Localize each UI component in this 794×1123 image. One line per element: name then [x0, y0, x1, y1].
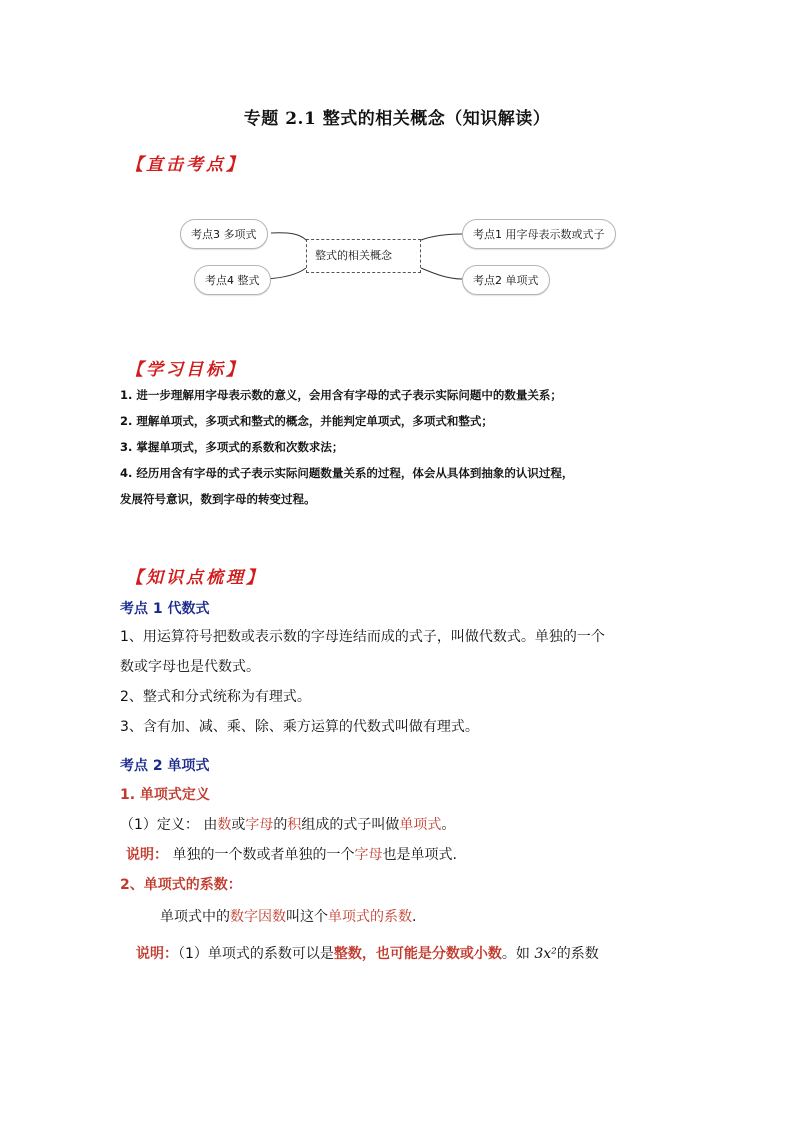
kp2-definition: （1）定义： 由数或字母的积组成的式子叫做单项式。	[120, 817, 456, 833]
knowledge-point-2	[120, 752, 700, 974]
mindmap-node-kaodian2: 考点2 单项式	[462, 265, 550, 295]
kp2-heading: 考点 2 单项式	[120, 758, 210, 774]
kp1-line: 1、用运算符号把数或表示数的字母连结而成的式子，叫做代数式。单独的一个	[120, 629, 605, 645]
knowledge-point-1	[120, 596, 700, 742]
kp2-note-1: 说明： 单独的一个数或者单独的一个字母也是单项式.	[126, 847, 457, 863]
mindmap-node-kaodian3: 考点3 多项式	[180, 219, 268, 249]
mindmap-node-kaodian4: 考点4 整式	[194, 265, 271, 295]
objective-item: 1. 进一步理解用字母表示数的意义，会用含有字母的式子表示实际问题中的数量关系；	[120, 388, 562, 402]
kp1-heading: 考点 1 代数式	[120, 601, 210, 617]
section-header-shuli: 【知识点梳理】	[126, 568, 266, 588]
mindmap-center-node: 整式的相关概念	[306, 239, 421, 273]
objective-item: 3. 掌握单项式，多项式的系数和次数求法；	[120, 440, 344, 454]
kp2-subheading-definition: 1. 单项式定义	[120, 787, 210, 803]
kp1-line: 2、整式和分式统称为有理式。	[120, 689, 311, 705]
kp1-line: 数或字母也是代数式。	[120, 659, 260, 675]
kp2-note-2: 说明：（1）单项式的系数可以是整数，也可能是分数或小数。如 3x²的系数	[136, 946, 599, 962]
objective-item: 4. 经历用含有字母的式子表示实际问题数量关系的过程，体会从具体到抽象的认识过程，	[120, 466, 574, 480]
kp2-subheading-coefficient: 2、单项式的系数：	[120, 877, 242, 893]
page-title: 专题 2.1 整式的相关概念（知识解读）	[243, 109, 551, 129]
section-header-kaodian: 【直击考点】	[126, 155, 246, 175]
kp2-coefficient-definition: 单项式中的数字因数叫这个单项式的系数.	[160, 909, 417, 925]
mindmap-node-kaodian1: 考点1 用字母表示数或式子	[462, 219, 616, 249]
learning-objectives	[120, 382, 680, 512]
objective-item: 发展符号意识，数到字母的转变过程。	[120, 492, 316, 506]
objective-item: 2. 理解单项式，多项式和整式的概念，并能判定单项式，多项式和整式；	[120, 414, 493, 428]
section-header-mubiao: 【学习目标】	[126, 360, 246, 380]
kp1-line: 3、含有加、减、乘、除、乘方运算的代数式叫做有理式。	[120, 719, 479, 735]
